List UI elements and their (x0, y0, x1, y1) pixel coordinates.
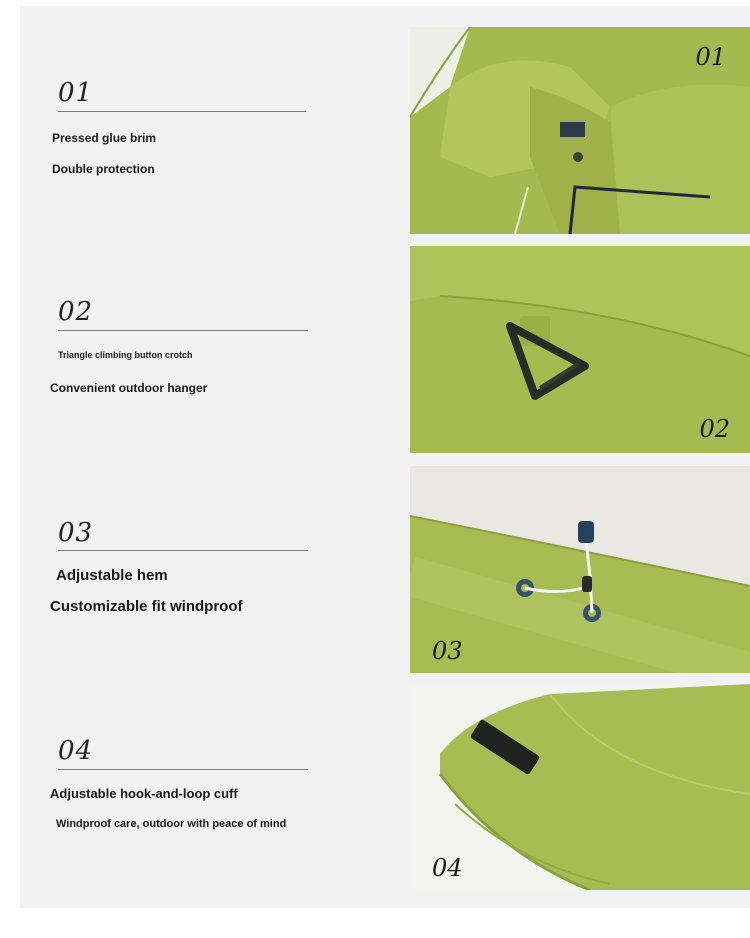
feature-title-02: Triangle climbing button crotch (58, 350, 193, 360)
photo-label-02: 02 (699, 415, 730, 443)
feature-subtitle-04: Windproof care, outdoor with peace of mind (56, 818, 287, 830)
feature-subtitle-03: Customizable fit windproof (50, 598, 243, 615)
photo-label-03: 03 (432, 637, 463, 665)
feature-divider-02 (58, 330, 308, 331)
feature-number-02: 02 (58, 297, 94, 327)
feature-title-01: Pressed glue brim (52, 131, 157, 145)
feature-title-03: Adjustable hem (56, 567, 168, 584)
feature-subtitle-01: Double protection (52, 162, 155, 176)
feature-divider-03 (58, 550, 308, 551)
feature-number-03: 03 (58, 518, 94, 548)
feature-title-04: Adjustable hook-and-loop cuff (50, 786, 238, 801)
photo-carabiner (410, 246, 750, 453)
photo-cuff (410, 684, 750, 890)
photo-hem (410, 466, 750, 673)
feature-divider-01 (58, 111, 306, 112)
photo-label-04: 04 (432, 854, 463, 882)
feature-number-04: 04 (58, 736, 94, 766)
feature-divider-04 (58, 769, 308, 770)
feature-number-01: 01 (58, 78, 94, 108)
feature-subtitle-02: Convenient outdoor hanger (50, 381, 208, 395)
photo-label-01: 01 (695, 43, 726, 71)
photo-hood (410, 27, 750, 234)
